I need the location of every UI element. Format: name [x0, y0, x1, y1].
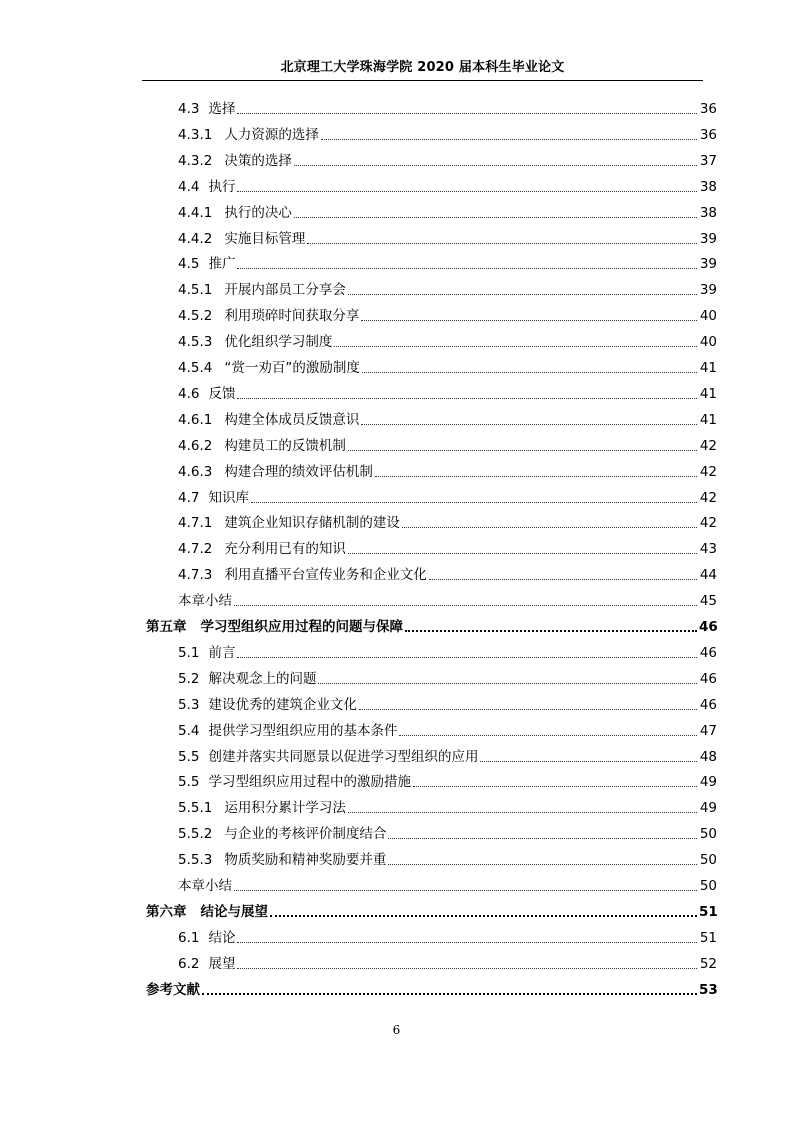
- toc-entry[interactable]: [178, 688, 717, 714]
- toc-entry-number: 4.7.1: [178, 515, 213, 532]
- toc-entry-page: 51: [699, 903, 718, 920]
- toc-entry[interactable]: [178, 92, 717, 118]
- toc-dot-leader: [399, 735, 697, 736]
- toc-dot-leader: [237, 942, 697, 943]
- toc-entry-title: 人力资源的选择: [224, 126, 319, 143]
- toc-dot-leader: [237, 268, 697, 269]
- toc-entry-number: 5.3: [178, 696, 200, 713]
- toc-entry-title: 选择: [208, 101, 236, 117]
- toc-entry-number: 4.4.2: [178, 230, 213, 247]
- toc-entry-number: 4.5.2: [178, 308, 213, 325]
- toc-entry[interactable]: [178, 558, 717, 584]
- toc-entry[interactable]: [178, 325, 717, 351]
- toc-entry[interactable]: [178, 377, 717, 403]
- toc-entry[interactable]: [178, 662, 717, 688]
- toc-entry[interactable]: [178, 869, 717, 895]
- toc-dot-leader: [237, 657, 697, 658]
- toc-dot-leader: [334, 346, 697, 347]
- toc-entry-title: 与企业的考核评价制度结合: [224, 826, 387, 843]
- toc-entry-page: 46: [699, 696, 717, 713]
- toc-dot-leader: [307, 243, 697, 244]
- toc-entry-title: 实施目标管理: [224, 230, 306, 247]
- toc-dot-leader: [348, 812, 697, 813]
- toc-entry-page: 39: [699, 230, 717, 247]
- toc-entry-title: 学习型组织应用过程中的激励措施: [208, 774, 411, 791]
- toc-entry-page: 40: [699, 334, 717, 351]
- toc-entry-number: 4.7.2: [178, 541, 213, 558]
- toc-entry-page: 36: [699, 126, 717, 143]
- running-header: 北京理工大学珠海学院 2020 届本科生毕业论文: [280, 60, 565, 75]
- toc-entry[interactable]: [178, 170, 717, 196]
- toc-entry-page: 44: [699, 567, 717, 584]
- toc-entry-page: 37: [699, 152, 717, 169]
- toc-dot-leader: [251, 502, 697, 503]
- toc-entry[interactable]: [178, 455, 717, 481]
- toc-entry-number: 4.3: [178, 101, 200, 117]
- toc-entry-title: 本章小结: [178, 878, 232, 894]
- toc-dot-leader: [348, 553, 697, 554]
- toc-entry-title: 执行的决心: [224, 204, 292, 221]
- toc-entry-number: 4.3.1: [178, 126, 213, 143]
- toc-entry-title: 开展内部员工分享会: [224, 282, 346, 299]
- toc-entry-number: 4.6.1: [178, 411, 213, 428]
- toc-entry-number: 4.4: [178, 178, 200, 195]
- toc-dot-leader: [294, 217, 697, 218]
- toc-entry-title: 前言: [208, 644, 236, 661]
- toc-entry-page: 41: [699, 411, 717, 428]
- toc-entry-page: 52: [699, 955, 717, 972]
- toc-entry-number: 4.6.2: [178, 437, 213, 454]
- toc-entry-title: 展望: [208, 955, 236, 972]
- toc-entry-page: 50: [699, 852, 717, 869]
- toc-entry-title: 知识库: [208, 489, 249, 506]
- toc-entry[interactable]: [178, 273, 717, 299]
- toc-entry-title: 利用直播平台宣传业务和企业文化: [224, 567, 427, 584]
- toc-entry[interactable]: [178, 481, 717, 507]
- toc-entry-number: 4.7: [178, 489, 200, 506]
- toc-entry[interactable]: [178, 765, 717, 791]
- toc-entry-number: 4.4.1: [178, 204, 213, 221]
- toc-entry-page: 41: [699, 360, 717, 376]
- toc-entry-page: 48: [699, 748, 717, 765]
- toc-entry-number: 5.1: [178, 644, 200, 661]
- toc-entry-title: 结论与展望: [200, 903, 268, 920]
- toc-entry[interactable]: [178, 636, 717, 662]
- toc-entry-title: 充分利用已有的知识: [224, 541, 346, 558]
- toc-entry-title: 学习型组织应用过程的问题与保障: [200, 619, 403, 635]
- toc-entry-title: 提供学习型组织应用的基本条件: [208, 722, 398, 739]
- toc-entry-number: 4.3.2: [178, 152, 213, 169]
- toc-entry-number: 5.5: [178, 748, 200, 765]
- toc-entry-page: 49: [699, 800, 717, 817]
- header-rule: [142, 80, 703, 81]
- toc-entry-title: 优化组织学习制度: [224, 334, 333, 351]
- toc-entry-page: 42: [699, 437, 717, 454]
- toc-dot-leader: [361, 320, 697, 321]
- toc-entry-number: 5.5.2: [178, 826, 213, 843]
- toc-dot-leader: [405, 630, 697, 632]
- toc-entry-title: 执行: [208, 178, 236, 195]
- toc-entry-number: 4.5: [178, 256, 200, 273]
- toc-entry[interactable]: [178, 532, 717, 558]
- toc-dot-leader: [237, 398, 697, 399]
- toc-entry[interactable]: [178, 947, 717, 973]
- toc-entry-number: 第六章: [146, 903, 187, 920]
- toc-dot-leader: [237, 968, 697, 969]
- toc-dot-leader: [318, 683, 697, 684]
- toc-entry-number: 4.7.3: [178, 567, 213, 584]
- toc-entry-title: 运用积分累计学习法: [224, 800, 346, 817]
- toc-entry-title: 解决观念上的问题: [208, 670, 317, 687]
- toc-entry-number: 5.4: [178, 722, 200, 739]
- toc-dot-leader: [362, 372, 697, 373]
- toc-dot-leader: [348, 450, 697, 451]
- toc-dot-leader: [375, 476, 697, 477]
- toc-dot-leader: [429, 579, 697, 580]
- toc-entry[interactable]: [178, 351, 717, 377]
- toc-entry-number: 5.5.1: [178, 800, 213, 817]
- toc-entry-title: “赏一劝百”的激励制度: [224, 360, 360, 376]
- toc-dot-leader: [402, 527, 697, 528]
- toc-entry[interactable]: [178, 843, 717, 869]
- toc-entry-title: 构建全体成员反馈意识: [224, 411, 360, 428]
- toc-entry-number: 4.5.3: [178, 334, 213, 351]
- toc-entry-number: 5.5: [178, 774, 200, 791]
- toc-entry-page: 45: [699, 593, 717, 610]
- toc-entry-number: 6.1: [178, 929, 200, 946]
- toc-entry-title: 决策的选择: [224, 152, 292, 169]
- toc-dot-leader: [270, 915, 697, 917]
- toc-entry-page: 47: [699, 722, 717, 739]
- toc-entry-number: 6.2: [178, 955, 200, 972]
- toc-entry[interactable]: [178, 247, 717, 273]
- toc-entry-page: 43: [699, 541, 717, 558]
- toc-entry-title: 利用琐碎时间获取分享: [224, 308, 360, 325]
- toc-entry-number: 4.6: [178, 385, 200, 402]
- toc-entry[interactable]: [178, 921, 717, 947]
- toc-entry-title: 创建并落实共同愿景以促进学习型组织的应用: [208, 748, 479, 765]
- toc-entry[interactable]: [178, 714, 717, 740]
- toc-entry-page: 49: [699, 774, 717, 791]
- toc-entry-page: 40: [699, 308, 717, 325]
- toc-entry-page: 41: [699, 385, 717, 402]
- toc-dot-leader: [480, 761, 697, 762]
- toc-entry-title: 本章小结: [178, 593, 232, 610]
- toc-entry-title: 结论: [208, 929, 236, 946]
- toc-entry-page: 38: [699, 178, 717, 195]
- toc-entry-page: 39: [699, 256, 717, 273]
- toc-entry-page: 46: [699, 670, 717, 687]
- toc-entry-number: 5.2: [178, 670, 200, 687]
- toc-entry-number: 5.5.3: [178, 852, 213, 869]
- toc-dot-leader: [234, 890, 697, 891]
- toc-dot-leader: [359, 709, 697, 710]
- toc-entry[interactable]: [178, 740, 717, 766]
- toc-dot-leader: [202, 993, 697, 995]
- toc-entry-title: 构建合理的绩效评估机制: [224, 463, 373, 480]
- toc-entry[interactable]: [178, 791, 717, 817]
- toc-entry-page: 46: [699, 644, 717, 661]
- toc-entry[interactable]: [178, 299, 717, 325]
- toc-dot-leader: [237, 191, 697, 192]
- toc-entry-number: 4.6.3: [178, 463, 213, 480]
- toc-entry[interactable]: [178, 403, 717, 429]
- toc-entry[interactable]: [178, 584, 717, 610]
- toc-entry-page: 53: [699, 981, 718, 998]
- toc-entry-page: 46: [699, 619, 718, 635]
- toc-entry-number: 4.5.1: [178, 282, 213, 299]
- toc-entry-page: 50: [699, 826, 717, 843]
- toc-dot-leader: [348, 294, 697, 295]
- toc-entry[interactable]: [178, 506, 717, 532]
- toc-entry-page: 36: [699, 101, 717, 117]
- toc-dot-leader: [321, 139, 697, 140]
- toc-entry-page: 51: [699, 929, 717, 946]
- toc-entry-page: 38: [699, 204, 717, 221]
- toc-dot-leader: [237, 113, 697, 114]
- toc-entry-page: 42: [699, 489, 717, 506]
- toc-dot-leader: [234, 605, 697, 606]
- toc-dot-leader: [413, 786, 697, 787]
- toc-entry-page: 50: [699, 878, 717, 894]
- toc-entry-title: 推广: [208, 256, 236, 273]
- toc-entry[interactable]: [178, 817, 717, 843]
- toc-entry-title: 参考文献: [146, 981, 200, 998]
- toc-dot-leader: [361, 424, 697, 425]
- toc-entry-number: 第五章: [146, 619, 187, 635]
- page-number: 6: [392, 1023, 401, 1037]
- toc-entry[interactable]: [146, 895, 717, 921]
- toc-entry-page: 42: [699, 463, 717, 480]
- toc-entry[interactable]: [178, 196, 717, 222]
- toc-dot-leader: [294, 165, 697, 166]
- toc-entry[interactable]: [178, 118, 717, 144]
- toc-dot-leader: [388, 864, 697, 865]
- toc-entry-title: 建筑企业知识存储机制的建设: [224, 515, 400, 532]
- toc-entry-title: 物质奖励和精神奖励要并重: [224, 852, 387, 869]
- toc-entry-page: 39: [699, 282, 717, 299]
- toc-entry-title: 反馈: [208, 385, 236, 402]
- toc-entry[interactable]: [178, 429, 717, 455]
- toc-entry[interactable]: [146, 610, 717, 636]
- toc-entry[interactable]: [146, 973, 717, 999]
- toc-entry[interactable]: [178, 144, 717, 170]
- toc-entry-number: 4.5.4: [178, 360, 213, 376]
- toc-entry-title: 建设优秀的建筑企业文化: [208, 696, 357, 713]
- toc-dot-leader: [388, 838, 697, 839]
- toc-entry-title: 构建员工的反馈机制: [224, 437, 346, 454]
- toc-entry-page: 42: [699, 515, 717, 532]
- toc-entry[interactable]: [178, 222, 717, 248]
